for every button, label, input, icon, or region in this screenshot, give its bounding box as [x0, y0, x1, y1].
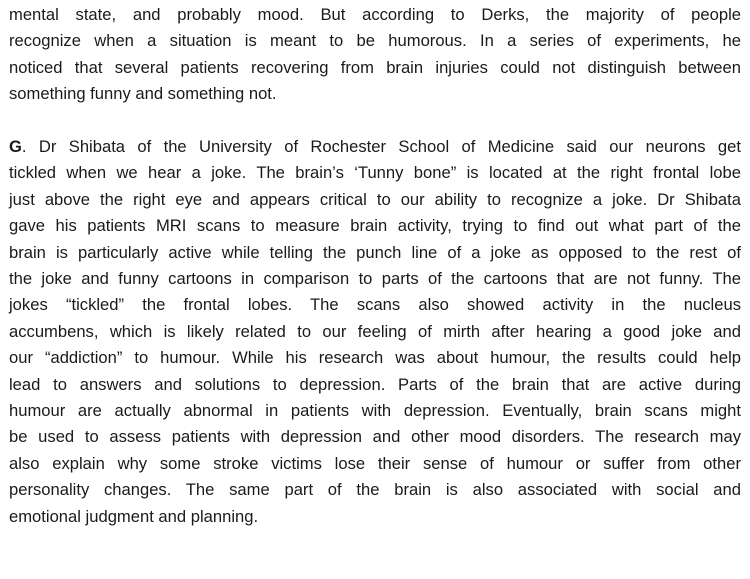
paragraph-label: G	[9, 137, 22, 157]
paragraph-gap	[9, 108, 741, 134]
text-line: tickled when we hear a joke. The brain’s ‘Tunny bone” is located at the right frontal lobe	[9, 163, 741, 183]
text-line: mental state, and probably mood. But according to Derks, the majority of people	[9, 5, 741, 24]
text-line: accumbens, which is likely related to our feeling of mirth after hearing a good joke and	[9, 321, 741, 341]
text-line: noticed that several patients recovering from brain injuries could not distinguish between	[9, 57, 741, 77]
text-line: lead to answers and solutions to depression. Parts of the brain that are active during	[9, 374, 741, 394]
text-line: also explain why some stroke victims lose their sense of humour or suffer from other	[9, 453, 741, 473]
text-line: just above the right eye and appears critical to our ability to recognize a joke. Dr Shibata	[9, 189, 741, 209]
text-line: emotional judgment and planning.	[9, 506, 259, 526]
text-line: personality changes. The same part of the brain is also associated with social and	[9, 480, 741, 500]
text-line: something funny and something not.	[9, 84, 277, 104]
text-line: recognize when a situation is meant to be humorous. In a series of experiments, he	[9, 31, 741, 51]
text-line: gave his patients MRI scans to measure brain activity, trying to find out what part of the	[9, 216, 741, 236]
text-line: be used to assess patients with depression and other mood disorders. The research may	[9, 427, 741, 447]
text-line: jokes “tickled” the frontal lobes. The scans also showed activity in the nucleus	[9, 295, 741, 315]
paragraph-f-continuation	[9, 2, 741, 108]
text-line: our “addiction” to humour. While his research was about humour, the results could help	[9, 348, 741, 368]
text-line: humour are actually abnormal in patients with depression. Eventually, brain scans might	[9, 401, 741, 421]
paragraph-g	[9, 134, 741, 530]
text-line: brain is particularly active while telling the punch line of a joke as opposed to the rest of	[9, 242, 741, 262]
text-line: the joke and funny cartoons in comparison to parts of the cartoons that are not funny. The	[9, 269, 741, 289]
text-line-first	[9, 134, 741, 160]
first-line-text: . Dr Shibata of the University of Rochester School of Medicine said our neurons get	[21, 137, 741, 157]
